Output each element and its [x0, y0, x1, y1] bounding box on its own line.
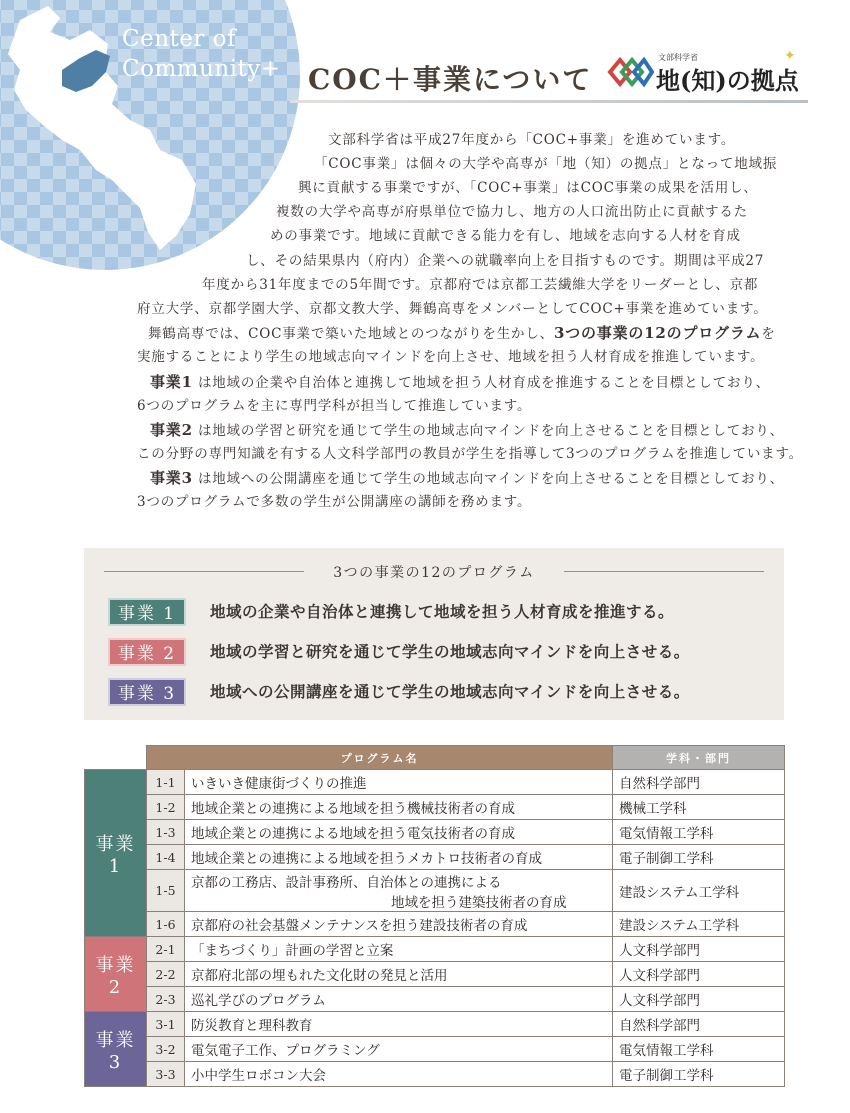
coc-label-line2: Community+	[122, 56, 281, 82]
program-name: 「まちづくり」計画の学習と立案	[185, 937, 613, 962]
program-name	[185, 870, 613, 912]
row-number: 1-6	[147, 912, 185, 937]
project2-tag: 事業 2	[108, 638, 186, 666]
intro-line: 「COC事業」は個々の大学や高専が「地（知）の拠点」となって地域振	[314, 156, 778, 172]
row-number: 1-5	[147, 870, 185, 912]
coc-english-label	[122, 24, 281, 84]
table-row	[85, 770, 785, 795]
group-project1: 事業 1	[85, 770, 147, 937]
department: 自然科学部門	[613, 1012, 785, 1037]
para2-text: 舞鶴高専では、COC事業で築いた地域とのつながりを生かし、	[148, 326, 554, 342]
row-number: 1-2	[147, 795, 185, 820]
chi-no-kyoten-logo	[606, 48, 806, 96]
table-row	[85, 1012, 785, 1037]
table-header-row	[85, 746, 785, 770]
row-number: 3-3	[147, 1062, 185, 1087]
program-name: 京都府の社会基盤メンテナンスを担う建設技術者の育成	[185, 912, 613, 937]
group-project2: 事業 2	[85, 937, 147, 1012]
department: 電気情報工学科	[613, 1037, 785, 1062]
table-header-program: プログラム名	[147, 746, 613, 770]
program-name: 防災教育と理科教育	[185, 1012, 613, 1037]
department: 機械工学科	[613, 795, 785, 820]
para5-line2: 3つのプログラムで多数の学生が公開講座の講師を務めます。	[137, 494, 532, 510]
table-row	[85, 962, 785, 987]
project3-description: 地域への公開講座を通じて学生の地域志向マインドを向上させる。	[210, 683, 690, 701]
department: 建設システム工学科	[613, 870, 785, 912]
summary-item-1	[108, 598, 768, 626]
program-name-line1: 京都の工務店、設計事務所、自治体との連携による	[191, 874, 502, 891]
summary-heading: 3つの事業の12のプログラム	[104, 562, 764, 580]
para2-line1	[148, 321, 776, 346]
para5-line1	[150, 466, 784, 491]
intro-line: めの事業です。地域に貢献できる能力を有し、地域を志向する人材を育成	[270, 228, 741, 244]
row-number: 3-1	[147, 1012, 185, 1037]
para4-line2: この分野の専門知識を有する人文科学部門の教員が学生を指導して3つのプログラムを推進しています。	[137, 446, 803, 462]
department: 人文科学部門	[613, 987, 785, 1012]
table-header-blank	[85, 746, 147, 770]
sparkle-icon: ✦	[784, 48, 796, 64]
department: 電気情報工学科	[613, 820, 785, 845]
row-number: 3-2	[147, 1037, 185, 1062]
table-row	[85, 845, 785, 870]
program-name: 小中学生ロボコン大会	[185, 1062, 613, 1087]
intro-line: 文部科学省は平成27年度から「COC+事業」を進めています。	[328, 132, 736, 148]
program-name: 地域企業との連携による地域を担う電気技術者の育成	[185, 820, 613, 845]
program-name: 電気電子工作、プログラミング	[185, 1037, 613, 1062]
project1-tag: 事業 1	[108, 598, 186, 626]
department: 人文科学部門	[613, 962, 785, 987]
header-divider	[290, 100, 808, 103]
para5-text: は地域への公開講座を通じて学生の地域志向マインドを向上させることを目標としており、	[197, 471, 784, 487]
row-number: 2-1	[147, 937, 185, 962]
coc-label-line1: Center of	[122, 26, 237, 52]
intro-line: 興に貢献する事業ですが、「COC+事業」はCOC事業の成果を活用し、	[298, 180, 758, 196]
logo-main-label: 地(知)の拠点	[656, 66, 799, 95]
group-project3: 事業 3	[85, 1012, 147, 1087]
intro-line: 複数の大学や高専が府県単位で協力し、地方の人口流出防止に貢献するた	[276, 204, 748, 220]
table-row	[85, 820, 785, 845]
para4-text: は地域の学習と研究を通じて学生の地域志向マインドを向上させることを目標としており、	[197, 423, 784, 439]
program-name-line2: 地域を担う建築技術者の育成	[391, 894, 567, 911]
program-name: 京都府北部の埋もれた文化財の発見と活用	[185, 962, 613, 987]
logo-mark-icon	[606, 52, 654, 92]
summary-item-2	[108, 638, 768, 666]
department: 自然科学部門	[613, 770, 785, 795]
para3-bold: 事業1	[150, 373, 193, 391]
table-row	[85, 1062, 785, 1087]
department: 電子制御工学科	[613, 845, 785, 870]
table-row	[85, 937, 785, 962]
program-name: 地域企業との連携による地域を担う機械技術者の育成	[185, 795, 613, 820]
program-name: 地域企業との連携による地域を担うメカトロ技術者の育成	[185, 845, 613, 870]
project3-tag: 事業 3	[108, 678, 186, 706]
row-number: 2-3	[147, 987, 185, 1012]
intro-line: 府立大学、京都学園大学、京都文教大学、舞鶴高専をメンバーとしてCOC+事業を進めています。	[137, 301, 768, 317]
department: 人文科学部門	[613, 937, 785, 962]
intro-line: し、その結果県内（府内）企業への就職率向上を目指すものです。期間は平成27	[246, 253, 765, 269]
intro-line: 年度から31年度までの5年間です。京都府では京都工芸繊維大学をリーダーとし、京都	[202, 277, 759, 293]
row-number: 1-3	[147, 820, 185, 845]
project2-description: 地域の学習と研究を通じて学生の地域志向マインドを向上させる。	[210, 643, 690, 661]
para3-line2: 6つのプログラムを主に専門学科が担当して推進しています。	[137, 398, 532, 414]
para4-bold: 事業2	[150, 421, 193, 439]
department: 電子制御工学科	[613, 1062, 785, 1087]
table-row	[85, 912, 785, 937]
row-number: 2-2	[147, 962, 185, 987]
para3-line1	[150, 370, 770, 395]
table-row	[85, 870, 785, 912]
para2-bold: 3つの事業の12のプログラム	[553, 324, 762, 342]
para2-text-end: を	[761, 326, 776, 342]
summary-item-3	[108, 678, 768, 706]
table-row	[85, 987, 785, 1012]
project1-description: 地域の企業や自治体と連携して地域を担う人材育成を推進する。	[210, 603, 675, 621]
row-number: 1-4	[147, 845, 185, 870]
program-summary-box	[84, 548, 784, 720]
table-row	[85, 1037, 785, 1062]
para5-bold: 事業3	[150, 469, 193, 487]
para3-text: は地域の企業や自治体と連携して地域を担う人材育成を推進することを目標としており、	[197, 375, 770, 391]
para2-line2: 実施することにより学生の地域志向マインドを向上させ、地域を担う人材育成を推進しています。	[137, 349, 765, 365]
logo-ministry-label: 文部科学省	[658, 53, 698, 62]
program-table	[84, 745, 785, 1087]
para4-line1	[150, 418, 784, 443]
corner-decoration	[0, 0, 300, 280]
page-title: COC＋事業について	[308, 63, 593, 96]
department: 建設システム工学科	[613, 912, 785, 937]
program-name: 巡礼学びのプログラム	[185, 987, 613, 1012]
row-number: 1-1	[147, 770, 185, 795]
table-row	[85, 795, 785, 820]
table-header-dept: 学科・部門	[613, 746, 785, 770]
program-name: いきいき健康街づくりの推進	[185, 770, 613, 795]
